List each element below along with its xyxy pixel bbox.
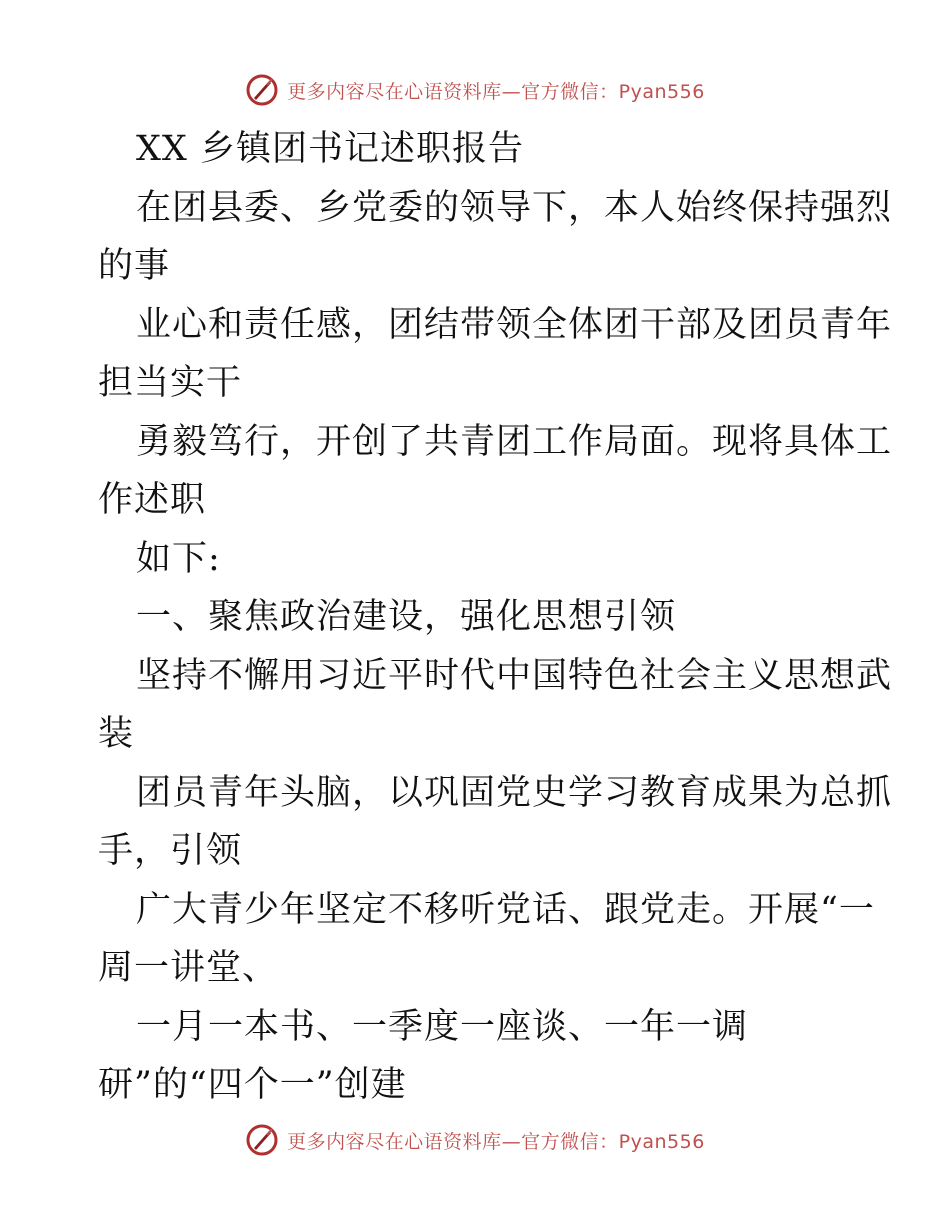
text-line: 如下: [136,538,221,579]
document-body [98,120,893,1115]
quill-logo-icon [245,1123,279,1157]
text-line: 一月一本书、一季度一座谈、一年一调 [136,1006,749,1047]
text-line: 装 [98,714,135,754]
header-banner [0,70,950,110]
text-line: 广大青少年坚定不移听党话、跟党走。开展“一 [136,889,875,930]
text-line: 担当实干 [98,363,243,403]
text-line: 研”的“四个一”创建 [98,1065,407,1105]
text-line: 周一讲堂、 [98,948,279,988]
quill-logo-icon [245,73,279,107]
text-line: 手，引领 [98,831,243,871]
footer-banner [0,1120,950,1160]
document-title: XX 乡镇团书记述职报告 [136,129,524,169]
text-line: 团员青年头脑，以巩固党史学习教育成果为总抓 [136,772,893,813]
text-line: 作述职 [98,480,207,520]
footer-banner-text: 更多内容尽在心语资料库—官方微信：Pyan556 [287,1130,705,1153]
section-heading: 一、聚焦政治建设，强化思想引领 [136,597,677,637]
text-line: 的事 [98,246,171,286]
text-line: 在团县委、乡党委的领导下，本人始终保持强烈 [136,187,893,228]
text-line: 业心和责任感，团结带领全体团干部及团员青年 [136,304,893,345]
text-line: 勇毅笃行，开创了共青团工作局面。现将具体工 [136,421,893,462]
header-banner-text: 更多内容尽在心语资料库—官方微信：Pyan556 [287,80,705,103]
text-line: 坚持不懈用习近平时代中国特色社会主义思想武 [136,655,893,696]
